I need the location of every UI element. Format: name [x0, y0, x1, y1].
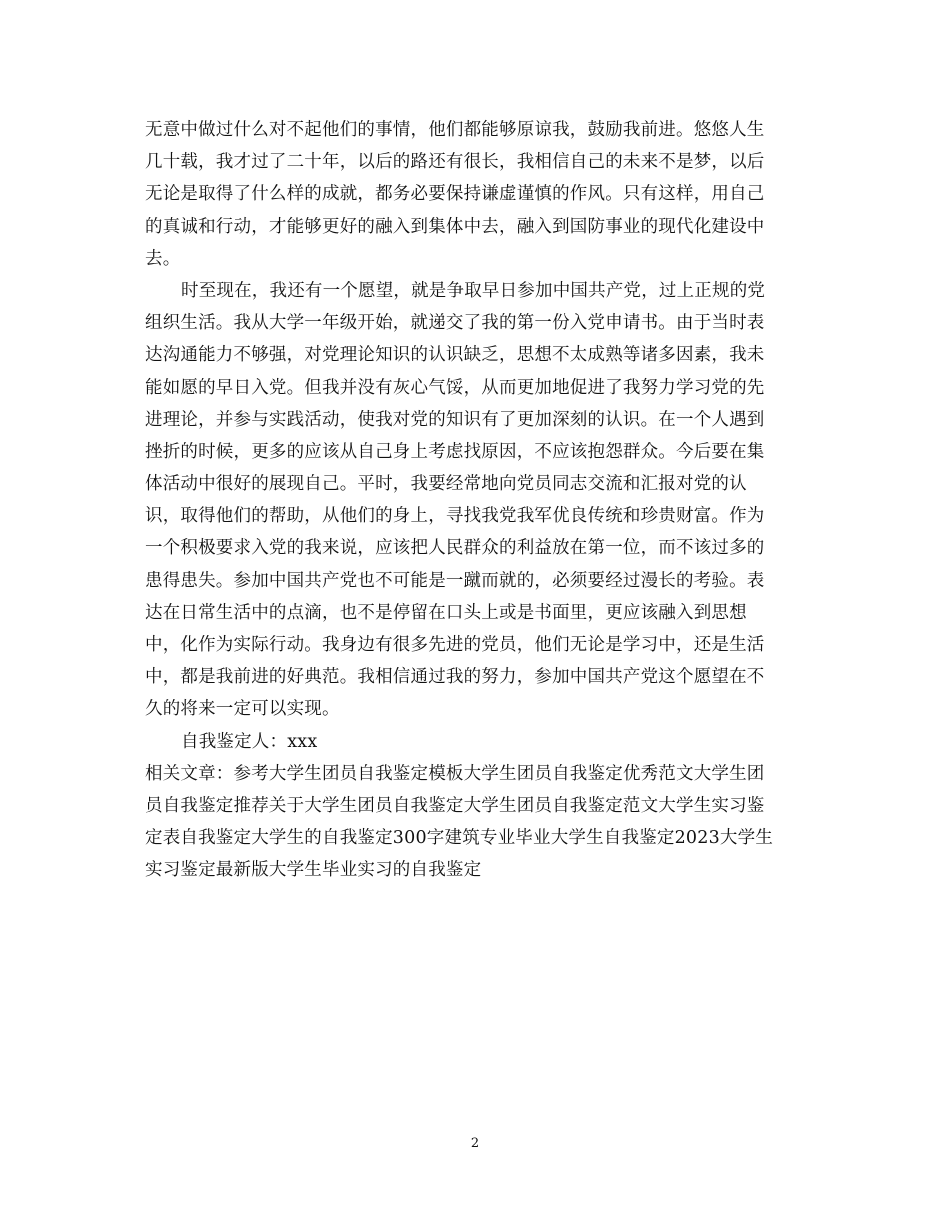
text-line: 几十载，我才过了二十年，以后的路还有很长，我相信自己的未来不是梦，以后 — [145, 152, 765, 173]
text-line: 时至现在，我还有一个愿望，就是争取早日参加中国共产党，过上正规的党 — [181, 280, 766, 301]
text-line: 进理论，并参与实践活动，使我对党的知识有了更加深刻的认识。在一个人遇到 — [145, 409, 765, 430]
paragraph-wish-to-join-party — [145, 275, 810, 726]
paragraph-continuation — [145, 114, 810, 275]
text-line: 久的将来一定可以实现。 — [145, 699, 340, 720]
text-line: 相关文章：参考大学生团员自我鉴定模板大学生团员自我鉴定优秀范文大学生团 — [145, 763, 765, 784]
text-line: 实习鉴定最新版大学生毕业实习的自我鉴定 — [145, 860, 482, 881]
text-line: 一个积极要求入党的我来说，应该把人民群众的利益放在第一位，而不该过多的 — [145, 538, 765, 559]
text-line: 去。 — [145, 248, 181, 269]
text-line: 挫折的时候，更多的应该从自己身上考虑找原因，不应该抱怨群众。今后要在集 — [145, 441, 765, 462]
page-number: 2 — [470, 1136, 480, 1151]
text-line: 无意中做过什么对不起他们的事情，他们都能够原谅我，鼓励我前进。悠悠人生 — [145, 120, 765, 140]
text-line: 组织生活。我从大学一年级开始，就递交了我的第一份入党申请书。由于当时表 — [145, 313, 765, 334]
text-line: 中，都是我前进的好典范。我相信通过我的努力，参加中国共产党这个愿望在不 — [145, 667, 765, 688]
related-articles — [145, 758, 810, 887]
signature: 自我鉴定人：xxx — [181, 731, 318, 752]
text-line: 的真诚和行动，才能够更好的融入到集体中去，融入到国防事业的现代化建设中 — [145, 216, 765, 237]
text-line: 能如愿的早日入党。但我并没有灰心气馁，从而更加地促进了我努力学习党的先 — [145, 377, 765, 398]
text-line: 患得患失。参加中国共产党也不可能是一蹴而就的，必须要经过漫长的考验。表 — [145, 570, 765, 591]
text-line: 达在日常生活中的点滴，也不是停留在口头上或是书面里，更应该融入到思想 — [145, 602, 747, 623]
text-line: 定表自我鉴定大学生的自我鉴定300字建筑专业毕业大学生自我鉴定2023大学生 — [145, 828, 774, 849]
text-line: 中，化作为实际行动。我身边有很多先进的党员，他们无论是学习中，还是生活 — [145, 635, 765, 655]
text-line: 达沟通能力不够强，对党理论知识的认识缺乏，思想不太成熟等诸多因素，我未 — [145, 345, 765, 366]
document-body — [145, 114, 810, 887]
text-line: 员自我鉴定推荐关于大学生团员自我鉴定大学生团员自我鉴定范文大学生实习鉴 — [145, 795, 765, 816]
text-line: 无论是取得了什么样的成就，都务必要保持谦虚谨慎的作风。只有这样，用自己 — [145, 184, 765, 205]
text-line: 识，取得他们的帮助，从他们的身上，寻找我党我军优良传统和珍贵财富。作为 — [145, 506, 765, 527]
text-line: 体活动中很好的展现自己。平时，我要经常地向党员同志交流和汇报对党的认 — [145, 474, 747, 495]
